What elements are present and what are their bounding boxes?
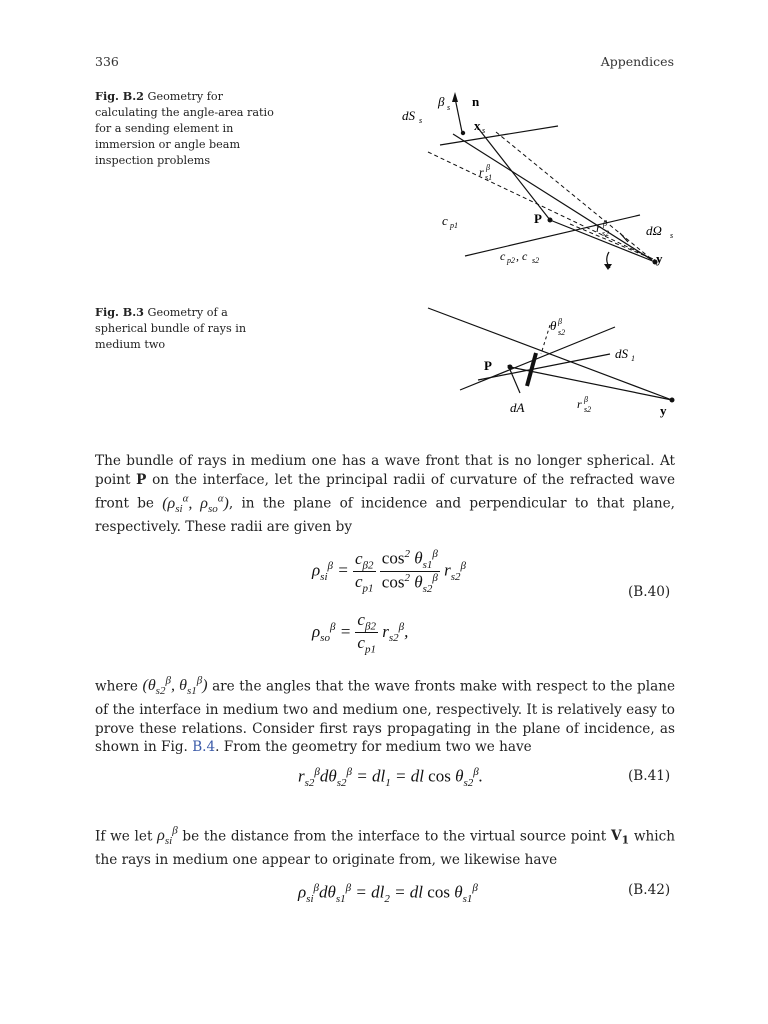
- dashed-angle-line: [541, 325, 550, 354]
- equation-number-b42: (B.42): [628, 882, 671, 898]
- label-r-s1: r: [479, 165, 484, 179]
- fig-b3-label: Fig. B.3: [95, 305, 144, 319]
- arc-arrow-icon: [604, 264, 612, 270]
- label-y: y: [656, 251, 663, 266]
- label-n: n: [472, 94, 480, 109]
- point-V1-bold: $V_1$: [610, 828, 630, 848]
- wavefront-line: [440, 126, 558, 145]
- label-dS1: dS: [615, 346, 628, 361]
- dashed-line-3: [570, 224, 655, 260]
- fig-b2-caption: [95, 88, 280, 169]
- point-y: [670, 398, 675, 403]
- inline-rho-pair: ($\rho_{si}^\alpha$, $\rho_{so}^\alpha$): [162, 492, 229, 515]
- svg-text:s: s: [447, 103, 451, 112]
- fig-b3-diagram: [420, 300, 700, 425]
- svg-text:β: β: [558, 317, 562, 326]
- svg-text:s1: s1: [485, 173, 493, 182]
- dashed-line-2: [496, 132, 655, 262]
- svg-text:β: β: [584, 395, 588, 404]
- label-c-p2-c-s2: c: [500, 249, 506, 263]
- svg-text:β: β: [486, 163, 490, 172]
- svg-text:s2: s2: [532, 256, 540, 265]
- svg-text:s2: s2: [558, 328, 566, 337]
- running-header: Appendices: [600, 54, 674, 69]
- label-theta-s2: θ: [550, 318, 557, 333]
- normal-arrow-icon: [452, 92, 458, 102]
- svg-text:, c: , c: [516, 249, 528, 263]
- svg-text:p2: p2: [507, 256, 515, 265]
- paragraph-3: If we let $\rho_{si}^\beta$ be the distance from the interface to the virtual source point $V_1$ which the rays in medium one appear to originate from, we likewise have: [95, 825, 675, 869]
- equation-number-b40: (B.40): [628, 584, 671, 600]
- svg-text:s2: s2: [602, 229, 610, 238]
- label-x: x: [474, 118, 481, 133]
- point-p: [508, 365, 513, 370]
- ray-line-1: [453, 134, 652, 260]
- fig-b2-diagram: [390, 80, 690, 280]
- label-c-p1: c: [442, 213, 448, 228]
- label-dS: dS: [402, 108, 415, 123]
- equation-b40-line2: $\rho_{so}^\beta$ = $\frac{c_{\beta 2}}{c_{p1}}$ $r_{s2}^\beta$,: [312, 610, 409, 656]
- dashed-line-1: [428, 152, 655, 260]
- fig-b2-label: Fig. B.2: [95, 89, 144, 103]
- svg-text:s: s: [670, 231, 674, 240]
- inline-rho-si: $\rho_{si}^\beta$: [157, 825, 178, 848]
- label-dA: dA: [510, 400, 525, 415]
- fig-b3-caption-text: Geometry of a spherical bundle of rays in medium two: [95, 306, 247, 351]
- point-x: [461, 131, 465, 135]
- equation-b41: $r_{s2}^\beta d\theta_{s2}^\beta = dl_1$ = dl $\cos \theta_{s2}^\beta$.: [298, 766, 483, 790]
- label-dOmega: dΩ: [646, 223, 662, 238]
- svg-text:s: s: [482, 126, 486, 135]
- wavefront-dS1: [478, 354, 610, 380]
- svg-text:s: s: [419, 116, 423, 125]
- label-r-s2: r: [577, 397, 582, 411]
- paragraph-1: The bundle of rays in medium one has a wave front that is no longer spherical. At point P on the interface, let the principal radii of curvature of the refracted wave front be ($\rho_{si}^\alpha$, $\rho_{so}^\alpha$), in the plane of incidence and perpendicular to that plane, respectively. These radii are given by: [95, 453, 675, 536]
- ray-line-bottom: [510, 367, 672, 400]
- equation-b40-line1: $\rho_{si}^\beta$ = $\frac{c_{\beta 2}}{c_{p1}}$ $\frac{\cos^2 \theta_{s1}^\beta}{\cos^2 \theta_{s2}^\beta}$ $r_{s2}^\beta$: [312, 548, 466, 596]
- fig-b4-link[interactable]: B.4: [192, 739, 216, 756]
- page-number: 336: [95, 54, 119, 69]
- paragraph-2: where ($\theta_{s2}^\beta$, $\theta_{s1}^\beta$) are the angles that the wave fronts make with respect to the plane of the interface in medium two and medium one, respectively. It is relatively easy to prove these relations. Consider first rays propagating in the plane of incidence, as shown in Fig. B.4. From the geometry for medium two we have: [95, 675, 675, 756]
- equation-number-b41: (B.41): [628, 768, 671, 784]
- point-p: [548, 218, 553, 223]
- equation-b42: $\rho_{si}^\beta d\theta_{s1}^\beta = dl_2$ = dl $\cos \theta_{s1}^\beta$: [298, 882, 478, 906]
- fig-b3-caption: [95, 304, 280, 353]
- svg-text:β: β: [603, 219, 607, 228]
- inline-theta-pair: ($\theta_{s2}^\beta$, $\theta_{s1}^\beta$): [142, 675, 208, 698]
- label-P: P: [534, 211, 542, 226]
- svg-text:1: 1: [631, 354, 635, 363]
- label-beta-s: β: [438, 94, 445, 109]
- normal-vector: [455, 98, 462, 132]
- label-y: y: [660, 403, 667, 418]
- fig-b2-caption-text: Geometry for calculating the angle-area ratio for a sending element in immersion or angle beam inspection problems: [95, 90, 274, 167]
- svg-text:s2: s2: [584, 405, 592, 414]
- label-r-s2: r: [596, 221, 601, 235]
- point-P-bold: P: [136, 471, 147, 488]
- svg-text:p1: p1: [450, 221, 458, 230]
- label-P: P: [484, 358, 492, 373]
